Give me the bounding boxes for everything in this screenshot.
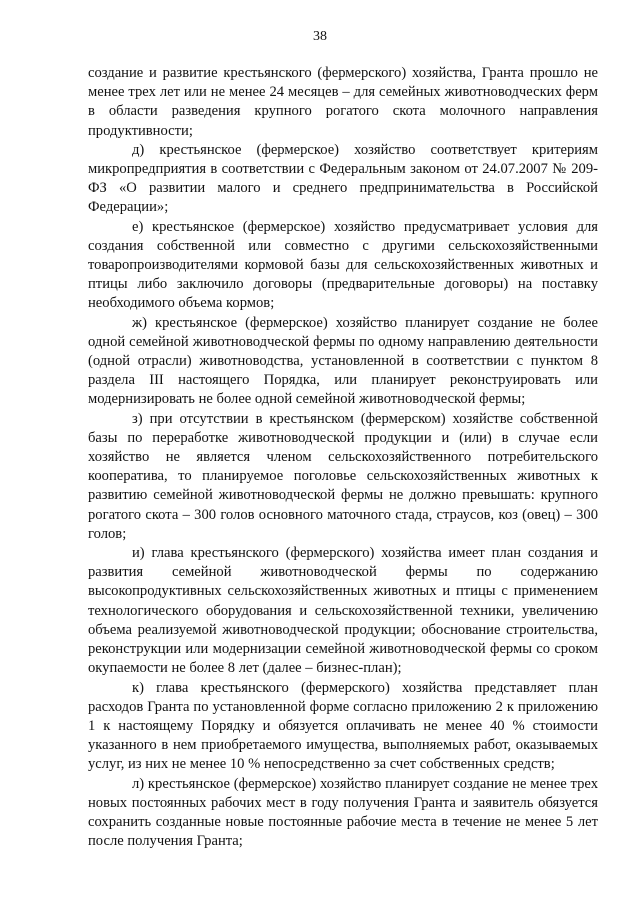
paragraph: ж) крестьянское (фермерское) хозяйство планирует создание не более одной семейной животноводческой фермы по одному направлению деятельности (одной отрасли) животноводства, установленной в соответствии с пунктом 8 раздела III настоящего Порядка, или планирует реконструировать или модернизировать не более одной семейной животноводческой фермы; — [88, 314, 598, 408]
document-body — [88, 64, 598, 851]
page-number: 38 — [313, 29, 327, 44]
paragraph: з) при отсутствии в крестьянском (фермерском) хозяйстве собственной базы по переработке животноводческой продукции и (или) в случае если хозяйство не является членом сельскохозяйственного потребительского кооператива, то планируемое поголовье сельскохозяйственных животных к развитию семейной животноводческой фермы не должно превышать: крупного рогатого скота – 300 голов основного маточного стада, страусов, коз (овец) – 300 голов; — [88, 410, 598, 542]
paragraph: л) крестьянское (фермерское) хозяйство планирует создание не менее трех новых постоянных рабочих мест в году получения Гранта и заявитель обязуется сохранить созданные новые постоянные рабочие места в течение не менее 5 лет после получения Гранта; — [88, 775, 598, 850]
paragraph: и) глава крестьянского (фермерского) хозяйства имеет план создания и развития семейной животноводческой фермы по содержанию высокопродуктивных сельскохозяйственных животных и птицы с применением технологического оборудования и сельскохозяйственной техники, увеличению объема реализуемой животноводческой продукции; обоснование строительства, реконструкции или модернизации семейной животноводческой фермы со сроком окупаемости не более 8 лет (далее – бизнес-план); — [88, 545, 598, 677]
paragraph: е) крестьянское (фермерское) хозяйство предусматривает условия для создания собственной или совместно с другими сельскохозяйственными товаропроизводителями кормовой базы для сельскохозяйственных животных и птицы либо заключило договоры (предварительные договоры) на поставку необходимого объема кормов; — [88, 218, 598, 312]
paragraph: д) крестьянское (фермерское) хозяйство соответствует критериям микропредприятия в соответствии с Федеральным законом от 24.07.2007 № 209-ФЗ «О развитии малого и среднего предпринимательства в Российской Федерации»; — [88, 141, 598, 216]
paragraph: к) глава крестьянского (фермерского) хозяйства представляет план расходов Гранта по установленной форме согласно приложению 2 к приложению 1 к настоящему Порядку и обязуется оплачивать не менее 40 % стоимости указанного в нем приобретаемого имущества, выполняемых работ, оказываемых услуг, из них не менее 10 % непосредственно за счет собственных средств; — [88, 679, 598, 773]
paragraph: создание и развитие крестьянского (фермерского) хозяйства, Гранта прошло не менее трех лет или не менее 24 месяцев – для семейных животноводческих ферм в области разведения крупного рогатого скота молочного направления продуктивности; — [88, 65, 598, 139]
